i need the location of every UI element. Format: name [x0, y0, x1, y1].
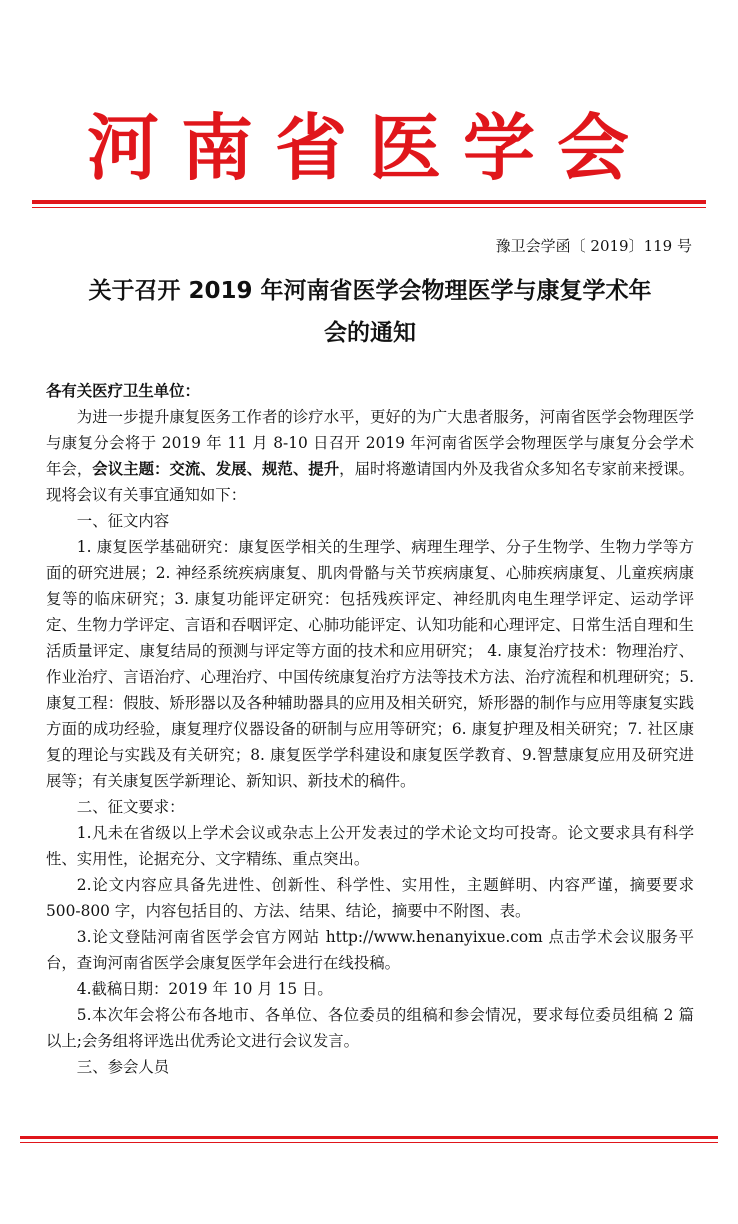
section1-paragraph: 1. 康复医学基础研究：康复医学相关的生理学、病理生理学、分子生物学、生物力学等方面的研究进展；2. 神经系统疾病康复、肌肉骨骼与关节疾病康复、心肺疾病康复、儿童疾病康复等的临床研究；3. 康复功能评定研究：包括残疾评定、神经肌肉电生理学评定、运动学评定、生物力学评定、言语和吞咽评定、心肺功能评定、认知功能和心理评定、日常生活自理和生活质量评定、康复结局的预测与评定等方面的技术和应用研究； 4. 康复治疗技术：物理治疗、作业治疗、言语治疗、心理治疗、中国传统康复治疗方法等技术方法、治疗流程和机理研究；5. 康复工程：假肢、矫形器以及各种辅助器具的应用及相关研究，矫形器的制作与应用等康复实践方面的成功经验，康复理疗仪器设备的研制与应用等研究；6. 康复护理及相关研究；7. 社区康复的理论与实践及有关研究；8. 康复医学学科建设和康复医学教育、9.智慧康复应用及研究进展等；有关康复医学新理论、新知识、新技术的稿件。 — [46, 538, 694, 790]
intro-text-part1: 为进一步提升康复医务工作者的诊疗水平，更好的为广大患者服务，河南省医学会物理医学与康复分会将于 2019 年 11 月 8-10 日召开 2019 年河南省医学会物理医学与康复分会学术年会， — [46, 408, 694, 478]
section2-item: 2.论文内容应具备先进性、创新性、科学性、实用性，主题鲜明、内容严谨，摘要要求 500-800 字，内容包括目的、方法、结果、结论，摘要中不附图、表。 — [46, 876, 694, 920]
intro-text-part2: ，届时将邀请国内外及我省众多知名专家前来授课。现将会议有关事宜通知如下： — [46, 460, 694, 504]
section2-heading: 二、征文要求： — [76, 798, 185, 816]
document-title — [40, 270, 700, 354]
document-body — [46, 378, 694, 1080]
section1-heading: 一、征文内容 — [76, 512, 170, 530]
footer-rule-thick — [20, 1136, 718, 1139]
intro-paragraph — [46, 404, 694, 508]
section3-heading: 三、参会人员 — [76, 1058, 170, 1076]
footer-rule-thin — [20, 1142, 718, 1143]
section2-item: 4.截稿日期：2019 年 10 月 15 日。 — [76, 980, 333, 998]
reference-number: 豫卫会学函〔 2019〕119 号 — [495, 237, 692, 255]
salutation: 各有关医疗卫生单位： — [46, 382, 200, 400]
section2-item: 5.本次年会将公布各地市、各单位、各位委员的组稿和参会情况，要求每位委员组稿 2 篇以上;会务组将评选出优秀论文进行会议发言。 — [46, 1006, 694, 1050]
meeting-theme: 会议主题：交流、发展、规范、提升 — [92, 460, 340, 478]
section2-item: 3.论文登陆河南省医学会官方网站 http://www.henanyixue.com 点击学术会议服务平台，查询河南省医学会康复医学年会进行在线投稿。 — [46, 928, 694, 972]
letterhead-title: 河南省医学会 — [86, 105, 651, 190]
letterhead-rule-thick — [32, 200, 706, 204]
document-title-line1: 关于召开 2019 年河南省医学会物理医学与康复学术年 — [88, 278, 652, 304]
letterhead-rule-thin — [32, 207, 706, 208]
document-title-line2: 会的通知 — [324, 320, 416, 346]
section2-item: 1.凡未在省级以上学术会议或杂志上公开发表过的学术论文均可投寄。论文要求具有科学性、实用性，论据充分、文字精练、重点突出。 — [46, 824, 694, 868]
